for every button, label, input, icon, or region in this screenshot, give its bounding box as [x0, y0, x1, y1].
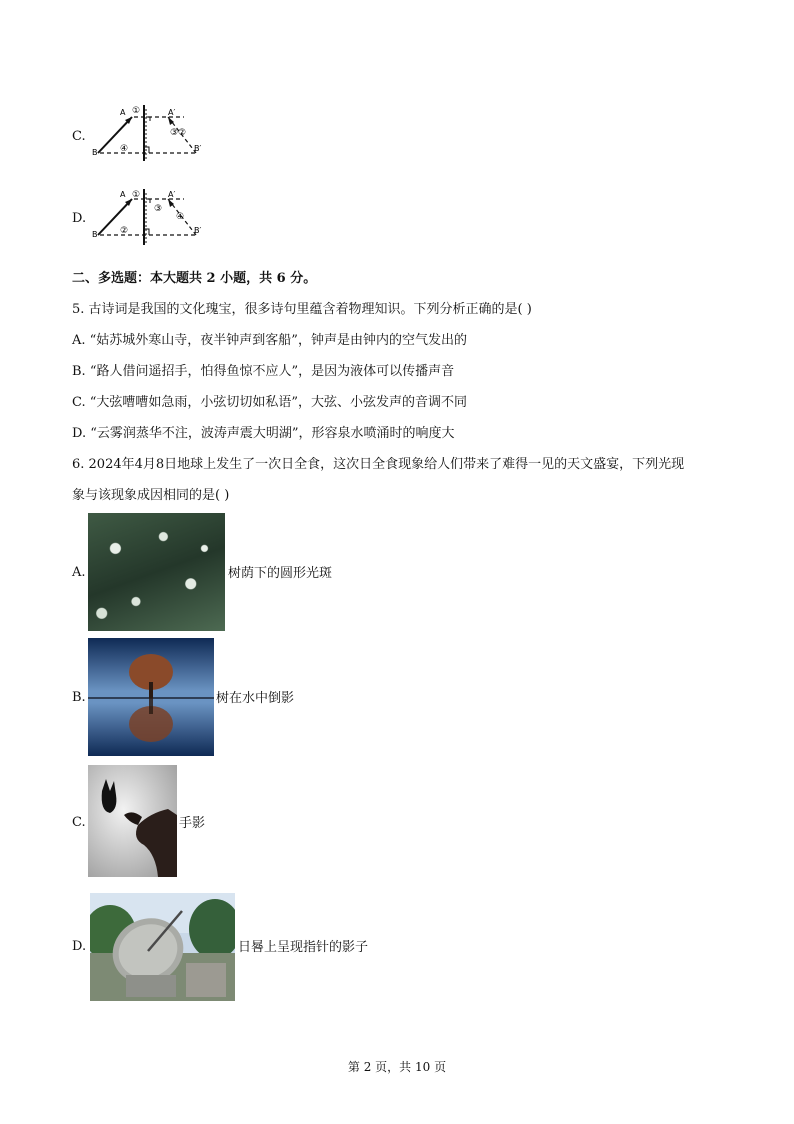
- label-a: A: [120, 108, 126, 117]
- label-3: ③: [154, 204, 163, 214]
- sundial-photo: [90, 893, 235, 1001]
- q5-option-b[interactable]: B. “路人借问遥招手，怕得鱼惊不应人”，是因为液体可以传播声音: [72, 364, 455, 379]
- label-b: B: [92, 148, 98, 157]
- label-2: ②: [178, 128, 187, 138]
- q6-option-d-caption: 日晷上呈现指针的影子: [238, 940, 369, 955]
- q6-option-b-caption: 树在水中倒影: [216, 691, 295, 706]
- label-4: ④: [120, 144, 129, 154]
- q4-option-c-letter[interactable]: C.: [72, 129, 86, 144]
- q5-option-d[interactable]: D. “云雾润蒸华不注，波涛声震大明湖”，形容泉水喷涌时的响度大: [72, 426, 455, 441]
- label-4: ④: [176, 212, 185, 222]
- q6-option-b-letter[interactable]: B.: [72, 690, 86, 705]
- q6-stem-line-1: 6. 2024年4月8日地球上发生了一次日全食，这次日全食现象给人们带来了难得一见的天文盛宴，下列光现: [72, 457, 685, 472]
- q5-option-a[interactable]: A. “姑苏城外寒山寺，夜半钟声到客船”，钟声是由钟内的空气发出的: [72, 333, 467, 348]
- label-1: ①: [132, 106, 141, 116]
- label-2: ②: [120, 226, 129, 236]
- label-1: ①: [132, 190, 141, 200]
- hand-shadow-photo: [88, 765, 177, 877]
- page-footer: 第 2 页，共 10 页: [347, 1060, 447, 1074]
- q6-option-a-letter[interactable]: A.: [72, 565, 86, 580]
- label-a: A: [120, 190, 126, 199]
- tree-shade-photo: [88, 513, 225, 631]
- q4-option-d-diagram: [88, 187, 208, 247]
- q6-stem-line-2: 象与该现象成因相同的是( ): [72, 488, 230, 503]
- q4-option-d-letter[interactable]: D.: [72, 211, 87, 226]
- tree-reflection-photo: [88, 638, 214, 756]
- q6-option-a-caption: 树荫下的圆形光斑: [228, 566, 333, 581]
- label-b-prime: B′: [194, 226, 202, 235]
- q6-option-c-caption: 手影: [179, 816, 206, 831]
- label-b-prime: B′: [194, 144, 202, 153]
- q6-option-c-letter[interactable]: C.: [72, 815, 86, 830]
- q6-option-d-letter[interactable]: D.: [72, 939, 87, 954]
- q4-option-c-diagram: [88, 103, 208, 163]
- section-heading: 二、多选题：本大题共 2 小题，共 6 分。: [72, 271, 317, 286]
- label-3: ③: [170, 128, 179, 138]
- label-a-prime: A′: [168, 190, 176, 199]
- label-b: B: [92, 230, 98, 239]
- q5-stem: 5. 古诗词是我国的文化瑰宝，很多诗句里蕴含着物理知识。下列分析正确的是( ): [72, 302, 532, 317]
- label-a-prime: A′: [168, 108, 176, 117]
- q5-option-c[interactable]: C. “大弦嘈嘈如急雨，小弦切切如私语”，大弦、小弦发声的音调不同: [72, 395, 468, 410]
